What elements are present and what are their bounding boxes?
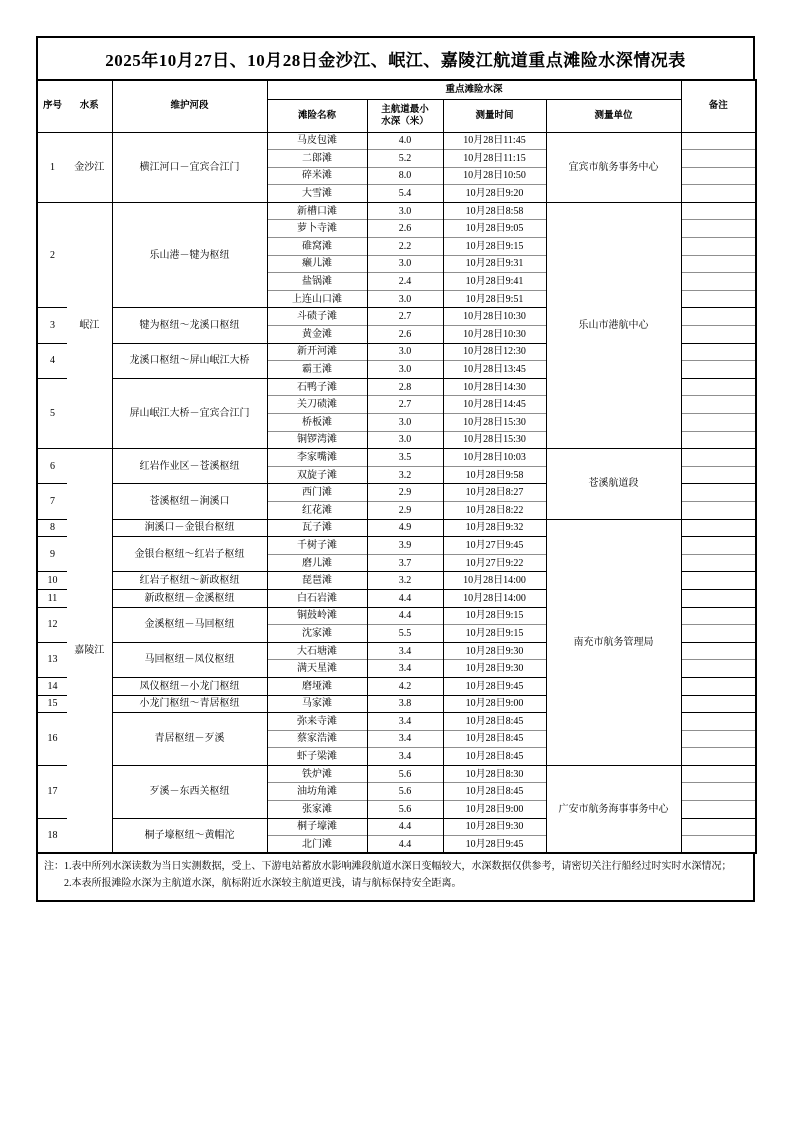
time-cell: 10月28日9:20 bbox=[443, 185, 546, 203]
remark-cell bbox=[681, 519, 756, 537]
time-cell: 10月28日9:51 bbox=[443, 290, 546, 308]
document-title bbox=[36, 36, 755, 81]
shoal-name-cell: 上连山口滩 bbox=[267, 290, 367, 308]
depth-cell: 3.2 bbox=[367, 572, 443, 590]
table-body bbox=[37, 132, 756, 853]
section-cell: 涧溪口－金银台枢纽 bbox=[112, 519, 267, 537]
time-cell: 10月28日15:30 bbox=[443, 431, 546, 449]
depth-cell: 2.9 bbox=[367, 501, 443, 519]
shoal-name-cell: 张家滩 bbox=[267, 801, 367, 819]
section-cell: 桐子壕枢纽～黄帽沱 bbox=[112, 818, 267, 853]
depth-cell: 4.2 bbox=[367, 677, 443, 695]
depth-cell: 3.0 bbox=[367, 414, 443, 432]
shoal-name-cell: 油坊角滩 bbox=[267, 783, 367, 801]
footnote-line-1: 注：1.表中所列水深读数为当日实测数据，受上、下游电站蓄放水影响滩段航道水深日变幅较大，水深数据仅供参考，请密切关注行船经过时实时水深情况； bbox=[44, 861, 732, 873]
depth-cell: 5.6 bbox=[367, 801, 443, 819]
depth-cell: 3.4 bbox=[367, 748, 443, 766]
depth-cell: 4.4 bbox=[367, 607, 443, 625]
depth-cell: 3.4 bbox=[367, 642, 443, 660]
seq-cell: 6 bbox=[37, 449, 67, 484]
depth-cell: 5.6 bbox=[367, 783, 443, 801]
time-cell: 10月28日10:03 bbox=[443, 449, 546, 467]
shoal-name-cell: 大雪滩 bbox=[267, 185, 367, 203]
section-cell: 犍为枢纽～龙溪口枢纽 bbox=[112, 308, 267, 343]
depth-cell: 4.4 bbox=[367, 818, 443, 836]
depth-cell: 2.2 bbox=[367, 238, 443, 256]
time-cell: 10月28日11:45 bbox=[443, 132, 546, 150]
seq-cell: 3 bbox=[37, 308, 67, 343]
shoal-name-cell: 霸王滩 bbox=[267, 361, 367, 379]
shoal-name-cell: 碓窝滩 bbox=[267, 238, 367, 256]
section-cell: 乐山港－犍为枢纽 bbox=[112, 202, 267, 308]
depth-cell: 3.4 bbox=[367, 713, 443, 731]
footnote-line-2: 2.本表所报滩险水深为主航道水深，航标附近水深较主航道更浅，请与航标保持安全距离。 bbox=[64, 877, 462, 889]
seq-cell: 4 bbox=[37, 343, 67, 378]
remark-cell bbox=[681, 589, 756, 607]
depth-cell: 2.9 bbox=[367, 484, 443, 502]
time-cell: 10月28日8:45 bbox=[443, 748, 546, 766]
depth-cell: 2.6 bbox=[367, 220, 443, 238]
time-cell: 10月28日8:45 bbox=[443, 783, 546, 801]
seq-cell: 14 bbox=[37, 677, 67, 695]
footnotes bbox=[36, 852, 755, 902]
depth-cell: 3.0 bbox=[367, 255, 443, 273]
shoal-name-cell: 红花滩 bbox=[267, 501, 367, 519]
time-cell: 10月28日13:45 bbox=[443, 361, 546, 379]
header-min-depth: 主航道最小 水深（米） bbox=[367, 99, 443, 132]
depth-cell: 2.8 bbox=[367, 378, 443, 396]
time-cell: 10月28日8:45 bbox=[443, 730, 546, 748]
seq-cell: 17 bbox=[37, 765, 67, 818]
shoal-name-cell: 癞儿滩 bbox=[267, 255, 367, 273]
shoal-name-cell: 碎米滩 bbox=[267, 167, 367, 185]
remark-cell bbox=[681, 554, 756, 572]
remark-cell bbox=[681, 501, 756, 519]
time-cell: 10月28日10:50 bbox=[443, 167, 546, 185]
seq-cell: 10 bbox=[37, 572, 67, 590]
shoal-name-cell: 李家嘴滩 bbox=[267, 449, 367, 467]
shoal-name-cell: 桥板滩 bbox=[267, 414, 367, 432]
shoal-name-cell: 白石岩滩 bbox=[267, 589, 367, 607]
water-system-cell: 嘉陵江 bbox=[67, 449, 112, 854]
time-cell: 10月28日11:15 bbox=[443, 150, 546, 168]
time-cell: 10月28日8:45 bbox=[443, 713, 546, 731]
header-remark: 备注 bbox=[681, 80, 756, 132]
header-measure-unit: 测量单位 bbox=[546, 99, 681, 132]
time-cell: 10月27日9:22 bbox=[443, 554, 546, 572]
shoal-name-cell: 千树子滩 bbox=[267, 537, 367, 555]
section-cell: 青居枢纽－歹溪 bbox=[112, 713, 267, 766]
header-shoal-name: 滩险名称 bbox=[267, 99, 367, 132]
depth-cell: 2.6 bbox=[367, 326, 443, 344]
remark-cell bbox=[681, 748, 756, 766]
time-cell: 10月28日9:32 bbox=[443, 519, 546, 537]
time-cell: 10月28日8:30 bbox=[443, 765, 546, 783]
time-cell: 10月28日9:15 bbox=[443, 238, 546, 256]
depth-cell: 5.2 bbox=[367, 150, 443, 168]
time-cell: 10月28日14:30 bbox=[443, 378, 546, 396]
remark-cell bbox=[681, 150, 756, 168]
seq-cell: 11 bbox=[37, 589, 67, 607]
depth-report-document bbox=[36, 36, 755, 902]
shoal-name-cell: 新槽口滩 bbox=[267, 202, 367, 220]
shoal-name-cell: 弥来寺滩 bbox=[267, 713, 367, 731]
depth-cell: 3.4 bbox=[367, 660, 443, 678]
shoal-row bbox=[37, 449, 756, 467]
time-cell: 10月28日9:30 bbox=[443, 660, 546, 678]
shoal-row bbox=[37, 132, 756, 150]
shoal-row bbox=[37, 202, 756, 220]
remark-cell bbox=[681, 625, 756, 643]
seq-cell: 2 bbox=[37, 202, 67, 308]
depth-cell: 3.0 bbox=[367, 361, 443, 379]
remark-cell bbox=[681, 431, 756, 449]
remark-cell bbox=[681, 484, 756, 502]
time-cell: 10月28日9:00 bbox=[443, 695, 546, 713]
remark-cell bbox=[681, 713, 756, 731]
remark-cell bbox=[681, 414, 756, 432]
depth-cell: 3.8 bbox=[367, 695, 443, 713]
seq-cell: 8 bbox=[37, 519, 67, 537]
remark-cell bbox=[681, 818, 756, 836]
time-cell: 10月28日9:45 bbox=[443, 677, 546, 695]
shoal-name-cell: 铜锣湾滩 bbox=[267, 431, 367, 449]
time-cell: 10月28日8:22 bbox=[443, 501, 546, 519]
unit-cell: 乐山市港航中心 bbox=[546, 202, 681, 448]
time-cell: 10月28日9:58 bbox=[443, 466, 546, 484]
section-cell: 红岩作业区－苍溪枢纽 bbox=[112, 449, 267, 484]
depth-cell: 4.4 bbox=[367, 836, 443, 854]
time-cell: 10月28日9:31 bbox=[443, 255, 546, 273]
remark-cell bbox=[681, 220, 756, 238]
remark-cell bbox=[681, 361, 756, 379]
shoal-name-cell: 北门滩 bbox=[267, 836, 367, 854]
depth-cell: 8.0 bbox=[367, 167, 443, 185]
time-cell: 10月28日9:41 bbox=[443, 273, 546, 291]
depth-cell: 4.9 bbox=[367, 519, 443, 537]
remark-cell bbox=[681, 695, 756, 713]
shoal-name-cell: 瓦子滩 bbox=[267, 519, 367, 537]
shoal-row bbox=[37, 519, 756, 537]
shoal-name-cell: 磨儿滩 bbox=[267, 554, 367, 572]
seq-cell: 12 bbox=[37, 607, 67, 642]
shoal-name-cell: 马家滩 bbox=[267, 695, 367, 713]
title-main-part: 金沙江、岷江、嘉陵江航道重点滩险水深情况表 bbox=[318, 51, 686, 70]
time-cell: 10月27日9:45 bbox=[443, 537, 546, 555]
depth-cell: 2.4 bbox=[367, 273, 443, 291]
seq-cell: 15 bbox=[37, 695, 67, 713]
seq-cell: 9 bbox=[37, 537, 67, 572]
time-cell: 10月28日8:58 bbox=[443, 202, 546, 220]
remark-cell bbox=[681, 396, 756, 414]
remark-cell bbox=[681, 378, 756, 396]
depth-cell: 3.0 bbox=[367, 431, 443, 449]
depth-cell: 3.0 bbox=[367, 290, 443, 308]
remark-cell bbox=[681, 185, 756, 203]
depth-cell: 3.0 bbox=[367, 202, 443, 220]
remark-cell bbox=[681, 238, 756, 256]
remark-cell bbox=[681, 202, 756, 220]
shoal-depth-table bbox=[36, 79, 757, 854]
water-system-cell: 岷江 bbox=[67, 202, 112, 448]
shoal-name-cell: 二郎滩 bbox=[267, 150, 367, 168]
depth-cell: 5.6 bbox=[367, 765, 443, 783]
shoal-name-cell: 斗碛子滩 bbox=[267, 308, 367, 326]
time-cell: 10月28日12:30 bbox=[443, 343, 546, 361]
time-cell: 10月28日9:00 bbox=[443, 801, 546, 819]
depth-cell: 3.9 bbox=[367, 537, 443, 555]
remark-cell bbox=[681, 290, 756, 308]
seq-cell: 13 bbox=[37, 642, 67, 677]
time-cell: 10月28日9:15 bbox=[443, 625, 546, 643]
remark-cell bbox=[681, 836, 756, 854]
depth-cell: 2.7 bbox=[367, 308, 443, 326]
unit-cell: 广安市航务海事事务中心 bbox=[546, 765, 681, 853]
remark-cell bbox=[681, 343, 756, 361]
depth-cell: 3.5 bbox=[367, 449, 443, 467]
header-depth-group: 重点滩险水深 bbox=[267, 80, 681, 99]
shoal-name-cell: 满天星滩 bbox=[267, 660, 367, 678]
depth-cell: 3.2 bbox=[367, 466, 443, 484]
shoal-name-cell: 铁炉滩 bbox=[267, 765, 367, 783]
remark-cell bbox=[681, 326, 756, 344]
remark-cell bbox=[681, 677, 756, 695]
depth-cell: 4.4 bbox=[367, 589, 443, 607]
shoal-name-cell: 关刀碛滩 bbox=[267, 396, 367, 414]
depth-cell: 3.7 bbox=[367, 554, 443, 572]
remark-cell bbox=[681, 537, 756, 555]
shoal-name-cell: 琵琶滩 bbox=[267, 572, 367, 590]
remark-cell bbox=[681, 783, 756, 801]
depth-cell: 5.5 bbox=[367, 625, 443, 643]
section-cell: 金溪枢纽－马回枢纽 bbox=[112, 607, 267, 642]
unit-cell: 南充市航务管理局 bbox=[546, 519, 681, 765]
seq-cell: 16 bbox=[37, 713, 67, 766]
unit-cell: 苍溪航道段 bbox=[546, 449, 681, 519]
remark-cell bbox=[681, 572, 756, 590]
section-cell: 屏山岷江大桥－宜宾合江门 bbox=[112, 378, 267, 448]
remark-cell bbox=[681, 132, 756, 150]
depth-cell: 4.0 bbox=[367, 132, 443, 150]
table-header bbox=[37, 80, 756, 132]
shoal-name-cell: 盐锅滩 bbox=[267, 273, 367, 291]
remark-cell bbox=[681, 607, 756, 625]
time-cell: 10月28日10:30 bbox=[443, 326, 546, 344]
section-cell: 横江河口－宜宾合江门 bbox=[112, 132, 267, 202]
remark-cell bbox=[681, 466, 756, 484]
shoal-name-cell: 萝卜寺滩 bbox=[267, 220, 367, 238]
shoal-name-cell: 石鸭子滩 bbox=[267, 378, 367, 396]
section-cell: 苍溪枢纽－涧溪口 bbox=[112, 484, 267, 519]
remark-cell bbox=[681, 273, 756, 291]
remark-cell bbox=[681, 765, 756, 783]
remark-cell bbox=[681, 167, 756, 185]
section-cell: 金银台枢纽～红岩子枢纽 bbox=[112, 537, 267, 572]
seq-cell: 5 bbox=[37, 378, 67, 448]
time-cell: 10月28日9:45 bbox=[443, 836, 546, 854]
section-cell: 歹溪－东西关枢纽 bbox=[112, 765, 267, 818]
time-cell: 10月28日10:30 bbox=[443, 308, 546, 326]
remark-cell bbox=[681, 255, 756, 273]
remark-cell bbox=[681, 730, 756, 748]
shoal-name-cell: 双旋子滩 bbox=[267, 466, 367, 484]
depth-cell: 3.4 bbox=[367, 730, 443, 748]
section-cell: 红岩子枢纽～新政枢纽 bbox=[112, 572, 267, 590]
seq-cell: 7 bbox=[37, 484, 67, 519]
header-seq: 序号 bbox=[37, 80, 67, 132]
header-measure-time: 测量时间 bbox=[443, 99, 546, 132]
time-cell: 10月28日9:30 bbox=[443, 818, 546, 836]
depth-cell: 5.4 bbox=[367, 185, 443, 203]
depth-cell: 3.0 bbox=[367, 343, 443, 361]
shoal-name-cell: 黄金滩 bbox=[267, 326, 367, 344]
time-cell: 10月28日14:45 bbox=[443, 396, 546, 414]
shoal-name-cell: 蔡家浩滩 bbox=[267, 730, 367, 748]
header-system: 水系 bbox=[67, 80, 112, 132]
shoal-name-cell: 大石塘滩 bbox=[267, 642, 367, 660]
shoal-name-cell: 新开河滩 bbox=[267, 343, 367, 361]
seq-cell: 18 bbox=[37, 818, 67, 853]
time-cell: 10月28日9:15 bbox=[443, 607, 546, 625]
shoal-name-cell: 沈家滩 bbox=[267, 625, 367, 643]
remark-cell bbox=[681, 449, 756, 467]
section-cell: 龙溪口枢纽～屏山岷江大桥 bbox=[112, 343, 267, 378]
section-cell: 新政枢纽－金溪枢纽 bbox=[112, 589, 267, 607]
time-cell: 10月28日15:30 bbox=[443, 414, 546, 432]
remark-cell bbox=[681, 642, 756, 660]
header-section: 维护河段 bbox=[112, 80, 267, 132]
depth-cell: 2.7 bbox=[367, 396, 443, 414]
shoal-name-cell: 桐子壕滩 bbox=[267, 818, 367, 836]
time-cell: 10月28日8:27 bbox=[443, 484, 546, 502]
shoal-name-cell: 磨垭滩 bbox=[267, 677, 367, 695]
time-cell: 10月28日9:30 bbox=[443, 642, 546, 660]
section-cell: 小龙门枢纽～青居枢纽 bbox=[112, 695, 267, 713]
time-cell: 10月28日9:05 bbox=[443, 220, 546, 238]
time-cell: 10月28日14:00 bbox=[443, 572, 546, 590]
title-date-part: 2025年10月27日、10月28日 bbox=[105, 51, 319, 70]
shoal-name-cell: 铜鼓岭滩 bbox=[267, 607, 367, 625]
remark-cell bbox=[681, 308, 756, 326]
time-cell: 10月28日14:00 bbox=[443, 589, 546, 607]
section-cell: 马回枢纽－凤仪枢纽 bbox=[112, 642, 267, 677]
remark-cell bbox=[681, 660, 756, 678]
section-cell: 凤仪枢纽－小龙门枢纽 bbox=[112, 677, 267, 695]
remark-cell bbox=[681, 801, 756, 819]
water-system-cell: 金沙江 bbox=[67, 132, 112, 202]
unit-cell: 宜宾市航务事务中心 bbox=[546, 132, 681, 202]
seq-cell: 1 bbox=[37, 132, 67, 202]
shoal-name-cell: 虾子梁滩 bbox=[267, 748, 367, 766]
shoal-row bbox=[37, 765, 756, 783]
shoal-name-cell: 马皮包滩 bbox=[267, 132, 367, 150]
shoal-name-cell: 西门滩 bbox=[267, 484, 367, 502]
